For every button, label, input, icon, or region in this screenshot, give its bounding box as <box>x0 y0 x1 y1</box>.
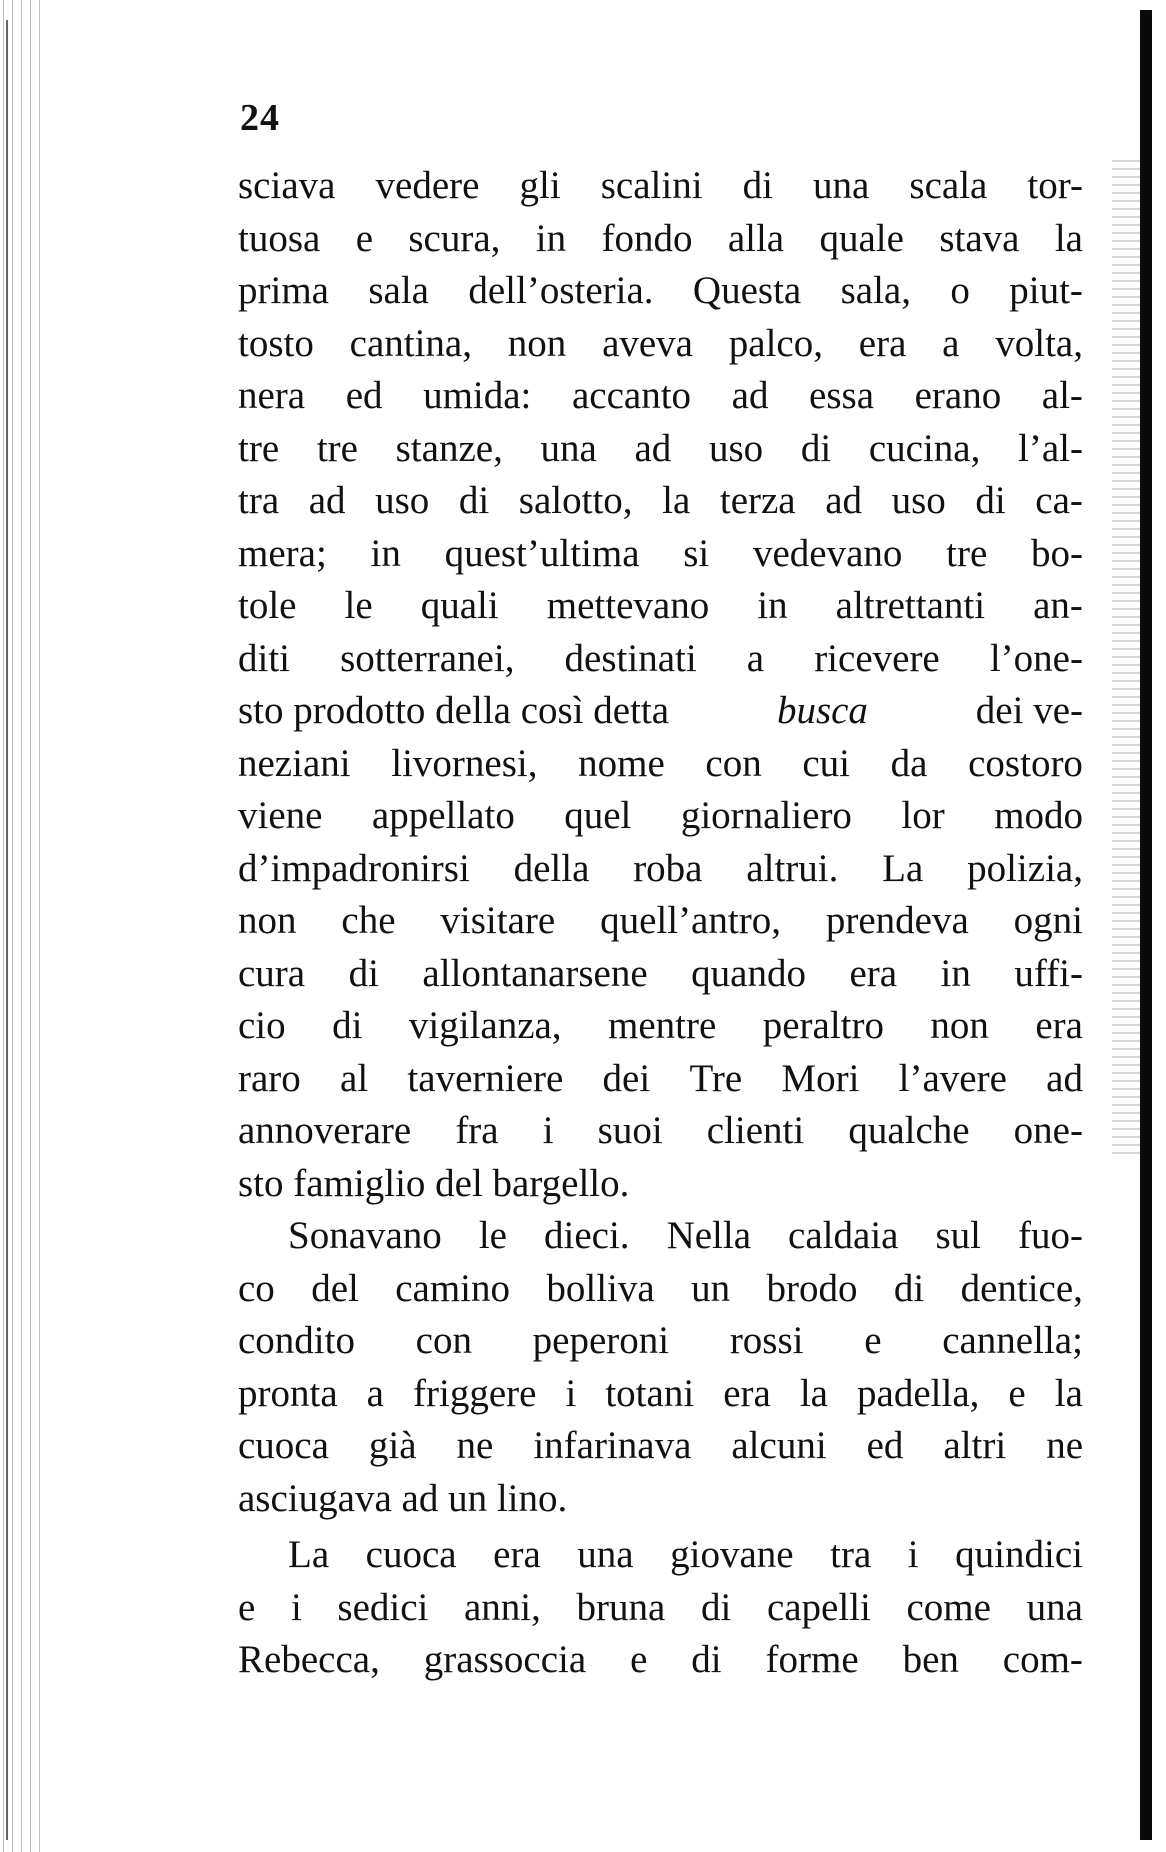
text-line: nera ed umida: accanto ad essa erano al- <box>238 374 1083 417</box>
text-line: tosto cantina, non aveva palco, era a volta, <box>238 321 1083 365</box>
text-line-paragraph-start: Sonavano le dieci. Nella caldaia sul fuo- <box>288 1214 1083 1257</box>
text-line: cuoca già ne infarinava alcuni ed altri ne <box>238 1424 1083 1467</box>
left-gutter-line <box>6 20 8 1840</box>
text-line: raro al taverniere dei Tre Mori l’avere ad <box>238 1056 1083 1100</box>
right-edge-scan-noise <box>1112 160 1140 1160</box>
text-segment: dei ve- <box>975 689 1083 732</box>
text-line: asciugava ad un lino. <box>238 1476 568 1520</box>
text-line: d’impadronirsi della roba altrui. La polizia, <box>238 846 1083 890</box>
text-line: Rebecca, grassoccia e di forme ben com- <box>238 1638 1083 1681</box>
text-line: tuosa e scura, in fondo alla quale stava la <box>238 216 1083 260</box>
right-page-edge <box>1140 10 1152 1840</box>
text-line: cura di allontanarsene quando era in uffi- <box>238 951 1083 995</box>
text-line: e i sedici anni, bruna di capelli come una <box>238 1585 1083 1629</box>
text-line: tra ad uso di salotto, la terza ad uso di ca- <box>238 479 1083 522</box>
text-line: viene appellato quel giornaliero lor modo <box>238 794 1083 837</box>
text-line: diti sotterranei, destinati a ricevere l’one- <box>238 636 1083 680</box>
text-segment: sto prodotto della così detta <box>238 689 670 732</box>
text-line: annoverare fra i suoi clienti qualche one- <box>238 1109 1083 1152</box>
page-number: 24 <box>240 97 280 139</box>
body-text <box>238 160 1083 1687</box>
text-line-with-italic <box>238 685 1083 738</box>
text-line: co del camino bolliva un brodo di dentice, <box>238 1266 1083 1310</box>
text-line: sto famiglio del bargello. <box>238 1161 630 1205</box>
text-line: mera; in quest’ultima si vedevano tre bo- <box>238 531 1083 575</box>
text-line: neziani livornesi, nome con cui da costoro <box>238 741 1083 785</box>
text-line: tole le quali mettevano in altrettanti an- <box>238 584 1083 627</box>
text-line: prima sala dell’osteria. Questa sala, o piut- <box>238 269 1083 312</box>
italic-word: busca <box>776 689 868 732</box>
text-line: condito con peperoni rossi e cannella; <box>238 1319 1083 1362</box>
text-line: non che visitare quell’antro, prendeva ogni <box>238 899 1083 942</box>
text-line: sciava vedere gli scalini di una scala tor- <box>238 164 1083 207</box>
text-line: cio di vigilanza, mentre peraltro non era <box>238 1004 1083 1047</box>
text-line: pronta a friggere i totani era la padella, e la <box>238 1371 1083 1415</box>
text-line: tre tre stanze, una ad uso di cucina, l’al- <box>238 426 1083 470</box>
text-line-paragraph-start: La cuoca era una giovane tra i quindici <box>288 1533 1083 1576</box>
